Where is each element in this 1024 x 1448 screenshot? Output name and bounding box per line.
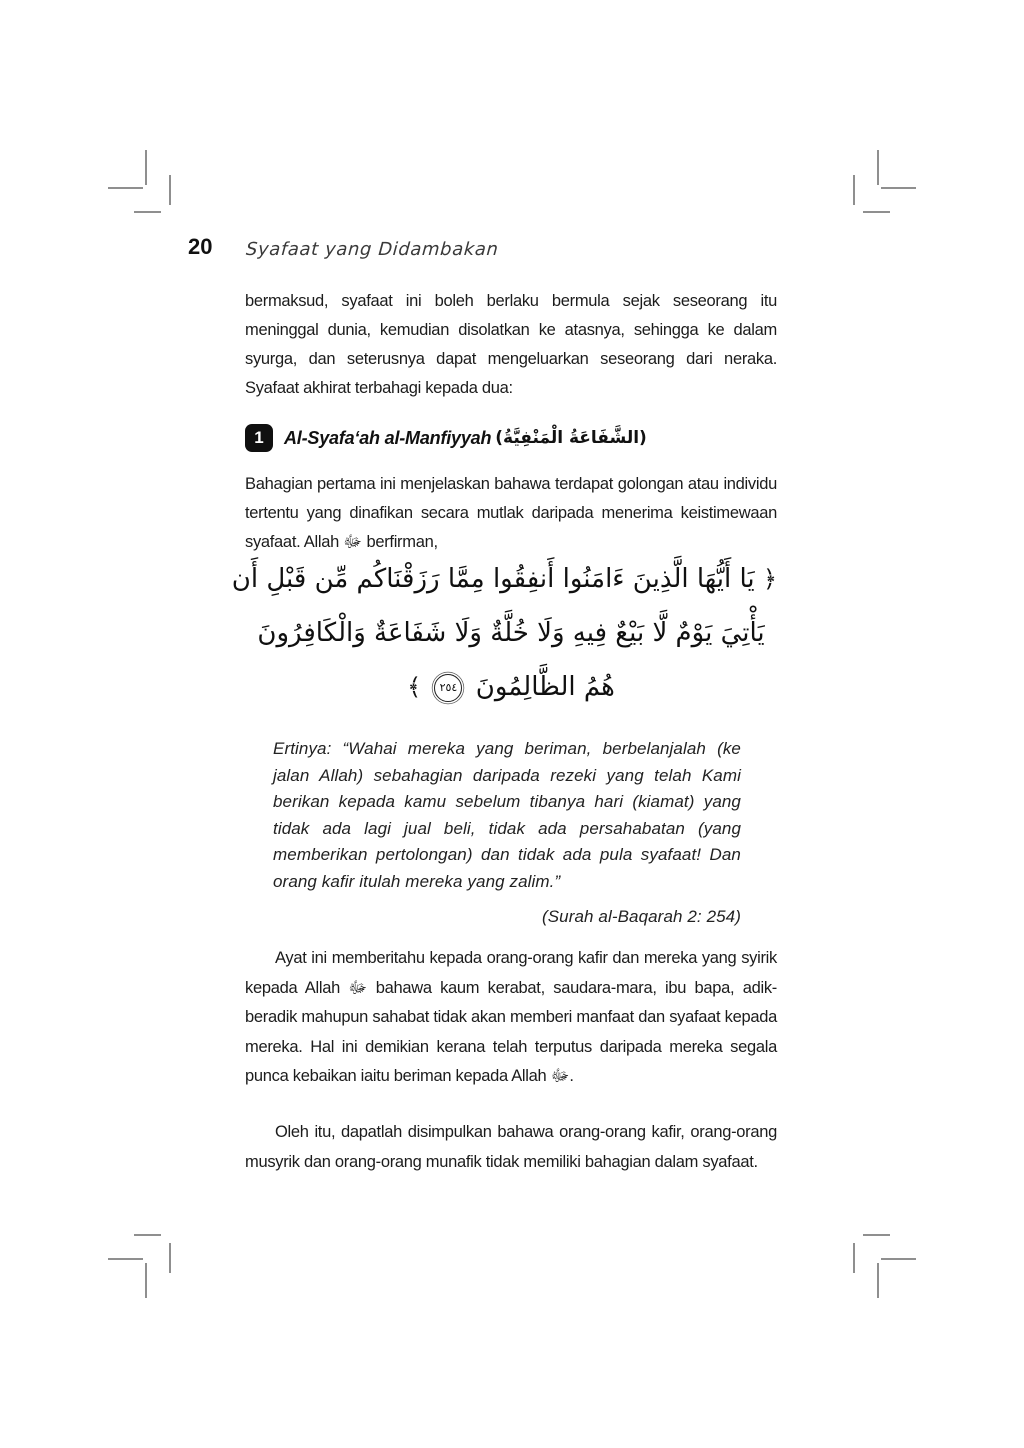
crop-mark <box>134 1234 161 1236</box>
crop-mark <box>108 187 143 189</box>
quran-verse-block <box>231 552 777 714</box>
quran-line-2: يَأْتِيَ يَوْمٌ لَّا بَيْعٌ فِيهِ وَلَا خُلَّةٌ وَلَا شَفَاعَةٌ وَالْكَافِرُونَ <box>257 618 765 648</box>
crop-mark <box>877 1263 879 1298</box>
crop-mark <box>881 187 916 189</box>
quran-line-3-text: هُمُ الظَّالِمُونَ <box>475 672 615 702</box>
verse-close-ornament: ﴾ <box>407 673 422 701</box>
ayah-number-medallion: ٢٥٤ <box>434 674 462 702</box>
crop-mark <box>881 1258 916 1260</box>
paragraph-intro: bermaksud, syafaat ini boleh berlaku bermula sejak seseorang itu meninggal dunia, kemudian disolatkan ke atasnya, sehingga ke dalam syurga, dan seterusnya dapat mengeluarkan seseorang dari neraka. Syafaat akhirat terbahagi kepada dua: <box>245 292 777 397</box>
crop-mark <box>169 175 171 205</box>
section-title-latin: Al-Syafa‘ah al-Manfiyyah <box>284 427 492 448</box>
quran-line-1-text: يَا أَيُّهَا الَّذِينَ ءَامَنُوا أَنفِقُوا مِمَّا رَزَقْنَاكُم مِّن قَبْلِ أَن <box>231 564 755 594</box>
crop-mark <box>853 175 855 205</box>
section-title-arabic: (الشَّفَاعَةُ الْمَنْفِيَّةُ) <box>495 428 647 448</box>
page-number: 20 <box>188 234 213 259</box>
section-title <box>284 428 647 449</box>
crop-mark <box>853 1243 855 1273</box>
section-number-badge: 1 <box>245 424 273 452</box>
crop-mark <box>108 1258 143 1260</box>
crop-mark <box>145 150 147 185</box>
translation-text: Ertinya: “Wahai mereka yang beriman, berbelanjalah (ke jalan Allah) sebahagian daripada rezeki yang telah Kami berikan kepada kamu sebelum tibanya hari (kiamat) yang tidak ada lagi jual beli, tidak ada persahabatan (yang memberikan pertolongan) dan tidak ada pula syafaat! Dan orang kafir itulah mereka yang zalim.” <box>273 739 741 891</box>
crop-mark <box>134 211 161 213</box>
verse-open-ornament: ﴿ <box>762 565 777 593</box>
paragraph-commentary: Ayat ini memberitahu kepada orang-orang kafir dan mereka yang syirik kepada Allah ﷻ bahawa kaum kerabat, saudara-mara, ibu bapa, adik-beradik mahupun sahabat tidak akan memberi manfaat dan syafaat kepada mereka. Hal ini demikian kerana telah terputus daripada mereka segala punca kebaikan iaitu beriman kepada Allah ﷻ. <box>245 949 777 1085</box>
paragraph-explanation: Bahagian pertama ini menjelaskan bahawa terdapat golongan atau individu tertentu yang dinafikan secara mutlak daripada menerima keistimewaan syafaat. Allah ﷻ berfirman, <box>245 475 777 551</box>
crop-mark <box>169 1243 171 1273</box>
running-title: Syafaat yang Didambakan <box>245 239 500 260</box>
crop-mark <box>145 1263 147 1298</box>
section-heading <box>245 424 647 452</box>
quran-line-3 <box>245 660 777 714</box>
paragraph-conclusion: Oleh itu, dapatlah disimpulkan bahawa orang-orang kafir, orang-orang musyrik dan orang-orang munafik tidak memiliki bahagian dalam syafaat. <box>245 1123 777 1171</box>
crop-mark <box>863 211 890 213</box>
crop-mark <box>863 1234 890 1236</box>
translation-block <box>273 736 741 931</box>
quran-line-1 <box>231 552 777 606</box>
verse-citation: (Surah al-Baqarah 2: 254) <box>541 907 741 926</box>
crop-mark <box>877 150 879 185</box>
